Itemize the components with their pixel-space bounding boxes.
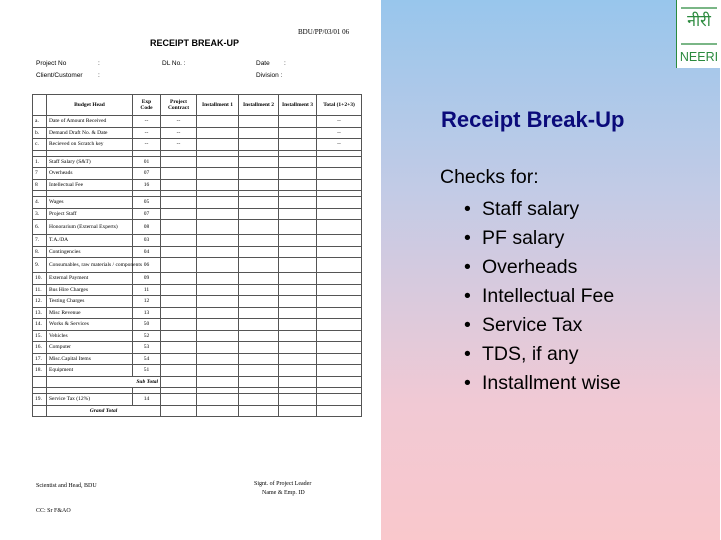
table-cell: 07 [133,208,161,220]
logo-hindi-text: नीरी [687,11,711,30]
table-cell: 50 [133,319,161,331]
table-row [33,179,362,191]
table-cell: 01 [133,156,161,168]
table-cell: 53 [133,342,161,354]
sub-total-row [33,376,362,388]
table-cell: 13 [133,307,161,319]
table-cell: Bus Hire Charges [47,284,133,296]
column-header: Installment 3 [279,95,317,116]
table-cell: -- [133,139,161,151]
table-cell: Misc.Capital Items [47,353,133,365]
table-row [33,296,362,308]
table-cell: 15. [33,330,47,342]
table-cell: a. [33,116,47,128]
date-colon: : [284,60,286,67]
table-row [33,127,362,139]
table-row [33,365,362,377]
table-cell: 07 [133,168,161,180]
grand-total-row [33,405,362,417]
table-cell: 04 [133,246,161,258]
table-cell: 54 [133,353,161,365]
table-cell: 18. [33,365,47,377]
table-cell: 03 [133,235,161,247]
table-row [33,394,362,406]
table-cell: Grand Total [47,405,161,417]
checks-list [440,166,621,398]
check-item [464,282,621,311]
table-row [33,353,362,365]
table-row [33,258,362,273]
table-cell: -- [317,127,362,139]
table-cell: Date of Amount Received [47,116,133,128]
check-item-label: Service Tax [482,314,583,336]
table-cell: External Payment [47,273,133,285]
cc-note: CC: Sr F&AO [36,508,71,514]
table-cell: 16. [33,342,47,354]
table-cell: 4. [33,197,47,209]
table-row [33,246,362,258]
bullet-icon: • [464,314,471,336]
table-header-row [33,95,362,116]
table-cell: 51 [133,365,161,377]
table-cell: Wages [47,197,133,209]
table-cell: -- [317,139,362,151]
table-cell: Misc Revenue [47,307,133,319]
table-cell: 19. [33,394,47,406]
signature-scientist-head: Scientist and Head, BDU [36,483,97,489]
bullet-icon: • [464,256,471,278]
table-row [33,319,362,331]
table-cell: 08 [133,220,161,235]
table-row [33,156,362,168]
table-cell: 11. [33,284,47,296]
table-row [33,168,362,180]
table-cell: 09 [133,273,161,285]
table-cell: Honorarium (External Experts) [47,220,133,235]
table-cell: 10. [33,273,47,285]
table-cell: Computer [47,342,133,354]
table-cell: 8 [33,179,47,191]
division-label: Division : [256,72,283,79]
table-cell: 52 [133,330,161,342]
table-cell: -- [161,127,197,139]
table-cell: 7 [33,168,47,180]
table-cell: 13. [33,307,47,319]
project-no-label: Project No [36,60,67,67]
table-cell: T.A./DA [47,235,133,247]
signature-name-empid: Name & Emp. ID [262,490,305,496]
table-cell: 14 [133,394,161,406]
table-row [33,197,362,209]
column-header: Project Contract [161,95,197,116]
table-cell: 6. [33,220,47,235]
table-cell: Equipment [47,365,133,377]
check-item [464,253,621,282]
document-title: RECEIPT BREAK-UP [150,38,240,48]
bullet-icon: • [464,227,471,249]
table-cell: 12. [33,296,47,308]
table-cell: 06 [133,258,161,273]
bullet-icon: • [464,285,471,307]
table-cell: Service Tax (12%) [47,394,133,406]
checks-heading: Checks for: [440,166,539,188]
table-cell: Staff Salary (S&T) [47,156,133,168]
column-header: Installment 1 [197,95,239,116]
column-header: Budget Head [47,95,133,116]
table-cell: Consumables, raw materials / components [47,258,133,273]
table-row [33,330,362,342]
table-cell: 8. [33,246,47,258]
check-item-label: Intellectual Fee [482,285,615,307]
table-cell: Vehicles [47,330,133,342]
table-cell: 16 [133,179,161,191]
table-cell: 9. [33,258,47,273]
table-cell: 05 [133,197,161,209]
check-item [464,195,621,224]
table-cell: -- [317,116,362,128]
column-header: Installment 2 [239,95,279,116]
table-row [33,235,362,247]
project-no-colon: : [98,60,100,67]
table-cell: Works & Services [47,319,133,331]
document-ref: BDU/PP/03/01 06 [298,28,350,36]
table-cell: 1. [33,156,47,168]
column-header: Total (1+2+3) [317,95,362,116]
table-cell: Intellectual Fee [47,179,133,191]
table-cell: -- [161,139,197,151]
table-row [33,208,362,220]
table-cell: 3. [33,208,47,220]
table-cell: Sub Total [47,376,161,388]
table-cell: Contingencies [47,246,133,258]
table-row [33,220,362,235]
dl-no-label: DL No. : [162,60,186,67]
check-item [464,311,621,340]
check-item [464,224,621,253]
client-label: Client/Customer [36,72,83,79]
table-cell: Demand Draft No. & Date [47,127,133,139]
bullet-icon: • [464,343,471,365]
client-colon: : [98,72,100,79]
bullet-icon: • [464,372,471,394]
table-cell: Overheads [47,168,133,180]
bullet-icon: • [464,198,471,220]
table-cell: 12 [133,296,161,308]
table-row [33,342,362,354]
table-cell: Project Staff [47,208,133,220]
slide-title: Receipt Break-Up [441,107,625,132]
check-item [464,340,621,369]
table-cell: 11 [133,284,161,296]
table-cell: Recieved on Scratch key [47,139,133,151]
table-cell: -- [161,116,197,128]
budget-table [32,94,362,417]
table-row [33,284,362,296]
table-row [33,116,362,128]
check-item-label: Overheads [482,256,578,278]
logo-text: NEERI [679,50,719,64]
check-item-label: PF salary [482,227,565,249]
column-header: Exp Code [133,95,161,116]
check-item [464,369,621,398]
table-cell: -- [133,116,161,128]
table-cell: -- [133,127,161,139]
date-label: Date [256,60,270,67]
table-row [33,139,362,151]
table-cell: c. [33,139,47,151]
table-cell: b. [33,127,47,139]
table-row [33,273,362,285]
table-cell: 14. [33,319,47,331]
check-item-label: Installment wise [482,372,621,394]
table-cell: Testing Charges [47,296,133,308]
neeri-logo [676,0,721,68]
check-item-label: TDS, if any [482,343,579,365]
signature-project-leader: Signt. of Project Leader [254,481,312,487]
check-item-label: Staff salary [482,198,580,220]
table-cell: 17. [33,353,47,365]
table-row [33,307,362,319]
table-cell: 7. [33,235,47,247]
